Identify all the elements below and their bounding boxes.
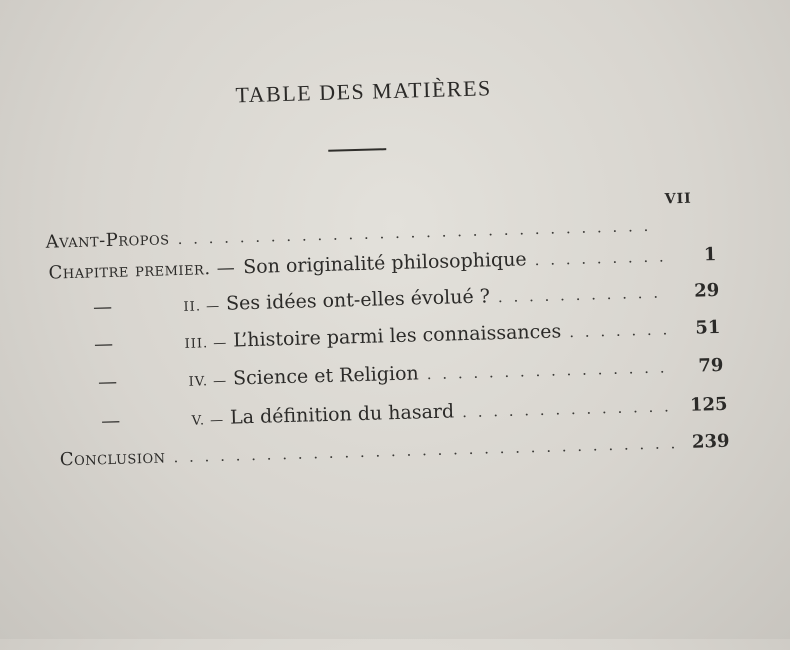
- entry-label: Son originalité philosophique: [242, 248, 527, 279]
- entry-page-number: 239: [691, 430, 730, 453]
- dot-leader: [173, 434, 680, 466]
- ditto-dash: —: [92, 295, 113, 319]
- entry-label: La définition du hasard: [229, 400, 455, 429]
- dot-leader: [462, 397, 678, 421]
- title-divider: [328, 148, 386, 152]
- entry-chapter: V. —: [191, 412, 225, 429]
- toc-entry-chapter-2: [91, 279, 719, 323]
- toc-entry-conclusion: [59, 431, 729, 476]
- ditto-dash: —: [93, 332, 114, 356]
- entry-chapter: III. —: [184, 335, 228, 352]
- dot-leader: [534, 247, 666, 269]
- entry-chapter: IV. —: [188, 373, 228, 390]
- dot-leader: [177, 217, 647, 248]
- entry-label: L’histoire parmi les connaissances: [232, 320, 562, 352]
- entry-page-number: 79: [698, 354, 724, 377]
- toc-entry-chapter-3: [92, 316, 720, 360]
- entry-chapter: Chapitre premier. —: [48, 257, 236, 284]
- entry-page-number: 29: [693, 279, 720, 302]
- entry-label: Ses idées ont-elles évolué ?: [225, 285, 491, 315]
- ditto-dash: —: [97, 370, 118, 394]
- entry-label: Avant-Propos: [45, 228, 170, 253]
- dot-leader: [426, 358, 673, 383]
- entry-page-number: 51: [695, 316, 721, 339]
- toc-entry-chapter-4: [96, 354, 723, 397]
- toc-entry-chapter-5: [99, 393, 727, 437]
- dot-leader: [498, 283, 670, 306]
- entry-label: Science et Religion: [232, 362, 420, 390]
- entry-label: Conclusion: [59, 446, 166, 471]
- entry-chapter: II. —: [183, 298, 221, 315]
- dot-leader: [569, 320, 671, 341]
- entry-page-number: VII: [664, 190, 692, 208]
- entry-page-number: 1: [703, 244, 717, 266]
- entry-page-number: 125: [689, 393, 728, 416]
- ditto-dash: —: [100, 409, 121, 433]
- page-title: TABLE DES MATIÈRES: [235, 75, 493, 108]
